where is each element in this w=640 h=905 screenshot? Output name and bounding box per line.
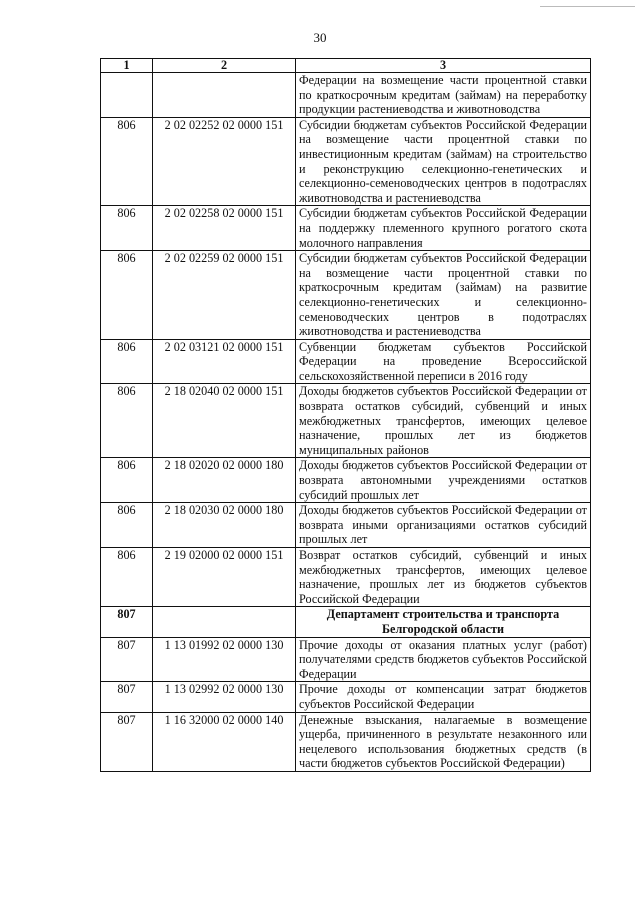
section-header-row (101, 607, 591, 637)
revenue-description-cell: Федерации на возмещение части процентной ставки по краткосрочным кредитам (займам) на переработку продукции растениеводства и животноводства (296, 73, 591, 118)
revenue-code-cell: 2 19 02000 02 0000 151 (153, 548, 296, 607)
revenue-code-cell: 2 02 03121 02 0000 151 (153, 339, 296, 384)
revenue-description-cell: Возврат остатков субсидий, субвенций и иных межбюджетных трансфертов, имеющих целевое назначение, прошлых лет из бюджетов субъектов Российской Федерации (296, 548, 591, 607)
revenue-code-cell (153, 607, 296, 637)
column-header-3: 3 (296, 59, 591, 73)
revenue-description-cell: Субсидии бюджетам субъектов Российской Федерации на возмещение части процентной ставки по инвестиционным кредитам (займам) на строительство и реконструкцию селекционно-генетических и селекционно-семеноводческих центров в подотраслях животноводства и растениеводства (296, 117, 591, 206)
revenue-code-cell: 2 18 02040 02 0000 151 (153, 384, 296, 458)
admin-code-cell: 807 (101, 637, 153, 682)
admin-code-cell: 806 (101, 548, 153, 607)
revenue-code-cell: 2 02 02258 02 0000 151 (153, 206, 296, 251)
revenue-code-cell: 2 18 02030 02 0000 180 (153, 503, 296, 548)
admin-code-cell: 807 (101, 712, 153, 771)
revenue-code-cell: 2 02 02252 02 0000 151 (153, 117, 296, 206)
table-row (101, 117, 591, 206)
admin-code-cell: 807 (101, 607, 153, 637)
table-row (101, 206, 591, 251)
table-row (101, 384, 591, 458)
revenue-description-cell: Субсидии бюджетам субъектов Российской Федерации на поддержку племенного крупного рогатого скота молочного направления (296, 206, 591, 251)
table-row (101, 548, 591, 607)
revenue-code-cell: 1 16 32000 02 0000 140 (153, 712, 296, 771)
revenue-description-cell: Прочие доходы от оказания платных услуг (работ) получателями средств бюджетов субъектов Российской Федерации (296, 637, 591, 682)
column-header-1: 1 (101, 59, 153, 73)
revenue-code-cell: 1 13 01992 02 0000 130 (153, 637, 296, 682)
admin-code-cell: 806 (101, 117, 153, 206)
table-row (101, 712, 591, 771)
revenue-description-cell: Доходы бюджетов субъектов Российской Федерации от возврата иными организациями остатков субсидий прошлых лет (296, 503, 591, 548)
admin-code-cell: 806 (101, 339, 153, 384)
revenue-description-cell: Субсидии бюджетам субъектов Российской Федерации на возмещение части процентной ставки по краткосрочным кредитам (займам) на развитие селекционно-генетических и селекционно-семеноводческих центров в подотраслях животноводства и растениеводства (296, 251, 591, 340)
revenue-description-cell: Прочие доходы от компенсации затрат бюджетов субъектов Российской Федерации (296, 682, 591, 712)
admin-code-cell: 806 (101, 206, 153, 251)
admin-code-cell (101, 73, 153, 118)
table-row (101, 73, 591, 118)
revenue-description-cell: Доходы бюджетов субъектов Российской Федерации от возврата остатков субсидий, субвенций и иных межбюджетных трансфертов, имеющих целевое назначение, прошлых лет из бюджетов муниципальных районов (296, 384, 591, 458)
revenue-description-cell: Денежные взыскания, налагаемые в возмещение ущерба, причиненного в результате незаконного или нецелевого использования бюджетных средств (в части бюджетов субъектов Российской Федерации) (296, 712, 591, 771)
admin-code-cell: 806 (101, 503, 153, 548)
revenue-description-cell: Доходы бюджетов субъектов Российской Федерации от возврата автономными учреждениями остатков субсидий прошлых лет (296, 458, 591, 503)
revenue-code-table (100, 58, 591, 772)
admin-code-cell: 806 (101, 251, 153, 340)
table-row (101, 682, 591, 712)
admin-code-cell: 806 (101, 458, 153, 503)
table-header-row (101, 59, 591, 73)
revenue-description-cell: Департамент строительства и транспорта Белгородской области (296, 607, 591, 637)
revenue-code-cell: 2 02 02259 02 0000 151 (153, 251, 296, 340)
table-row (101, 339, 591, 384)
table-row (101, 251, 591, 340)
revenue-description-cell: Субвенции бюджетам субъектов Российской Федерации на проведение Всероссийской сельскохозяйственной переписи в 2016 году (296, 339, 591, 384)
page-number: 30 (313, 30, 327, 45)
table-row (101, 503, 591, 548)
scan-artifact-line (540, 6, 635, 7)
table-row (101, 637, 591, 682)
revenue-code-cell (153, 73, 296, 118)
column-header-2: 2 (153, 59, 296, 73)
table-row (101, 458, 591, 503)
revenue-code-cell: 1 13 02992 02 0000 130 (153, 682, 296, 712)
admin-code-cell: 806 (101, 384, 153, 458)
admin-code-cell: 807 (101, 682, 153, 712)
revenue-code-cell: 2 18 02020 02 0000 180 (153, 458, 296, 503)
